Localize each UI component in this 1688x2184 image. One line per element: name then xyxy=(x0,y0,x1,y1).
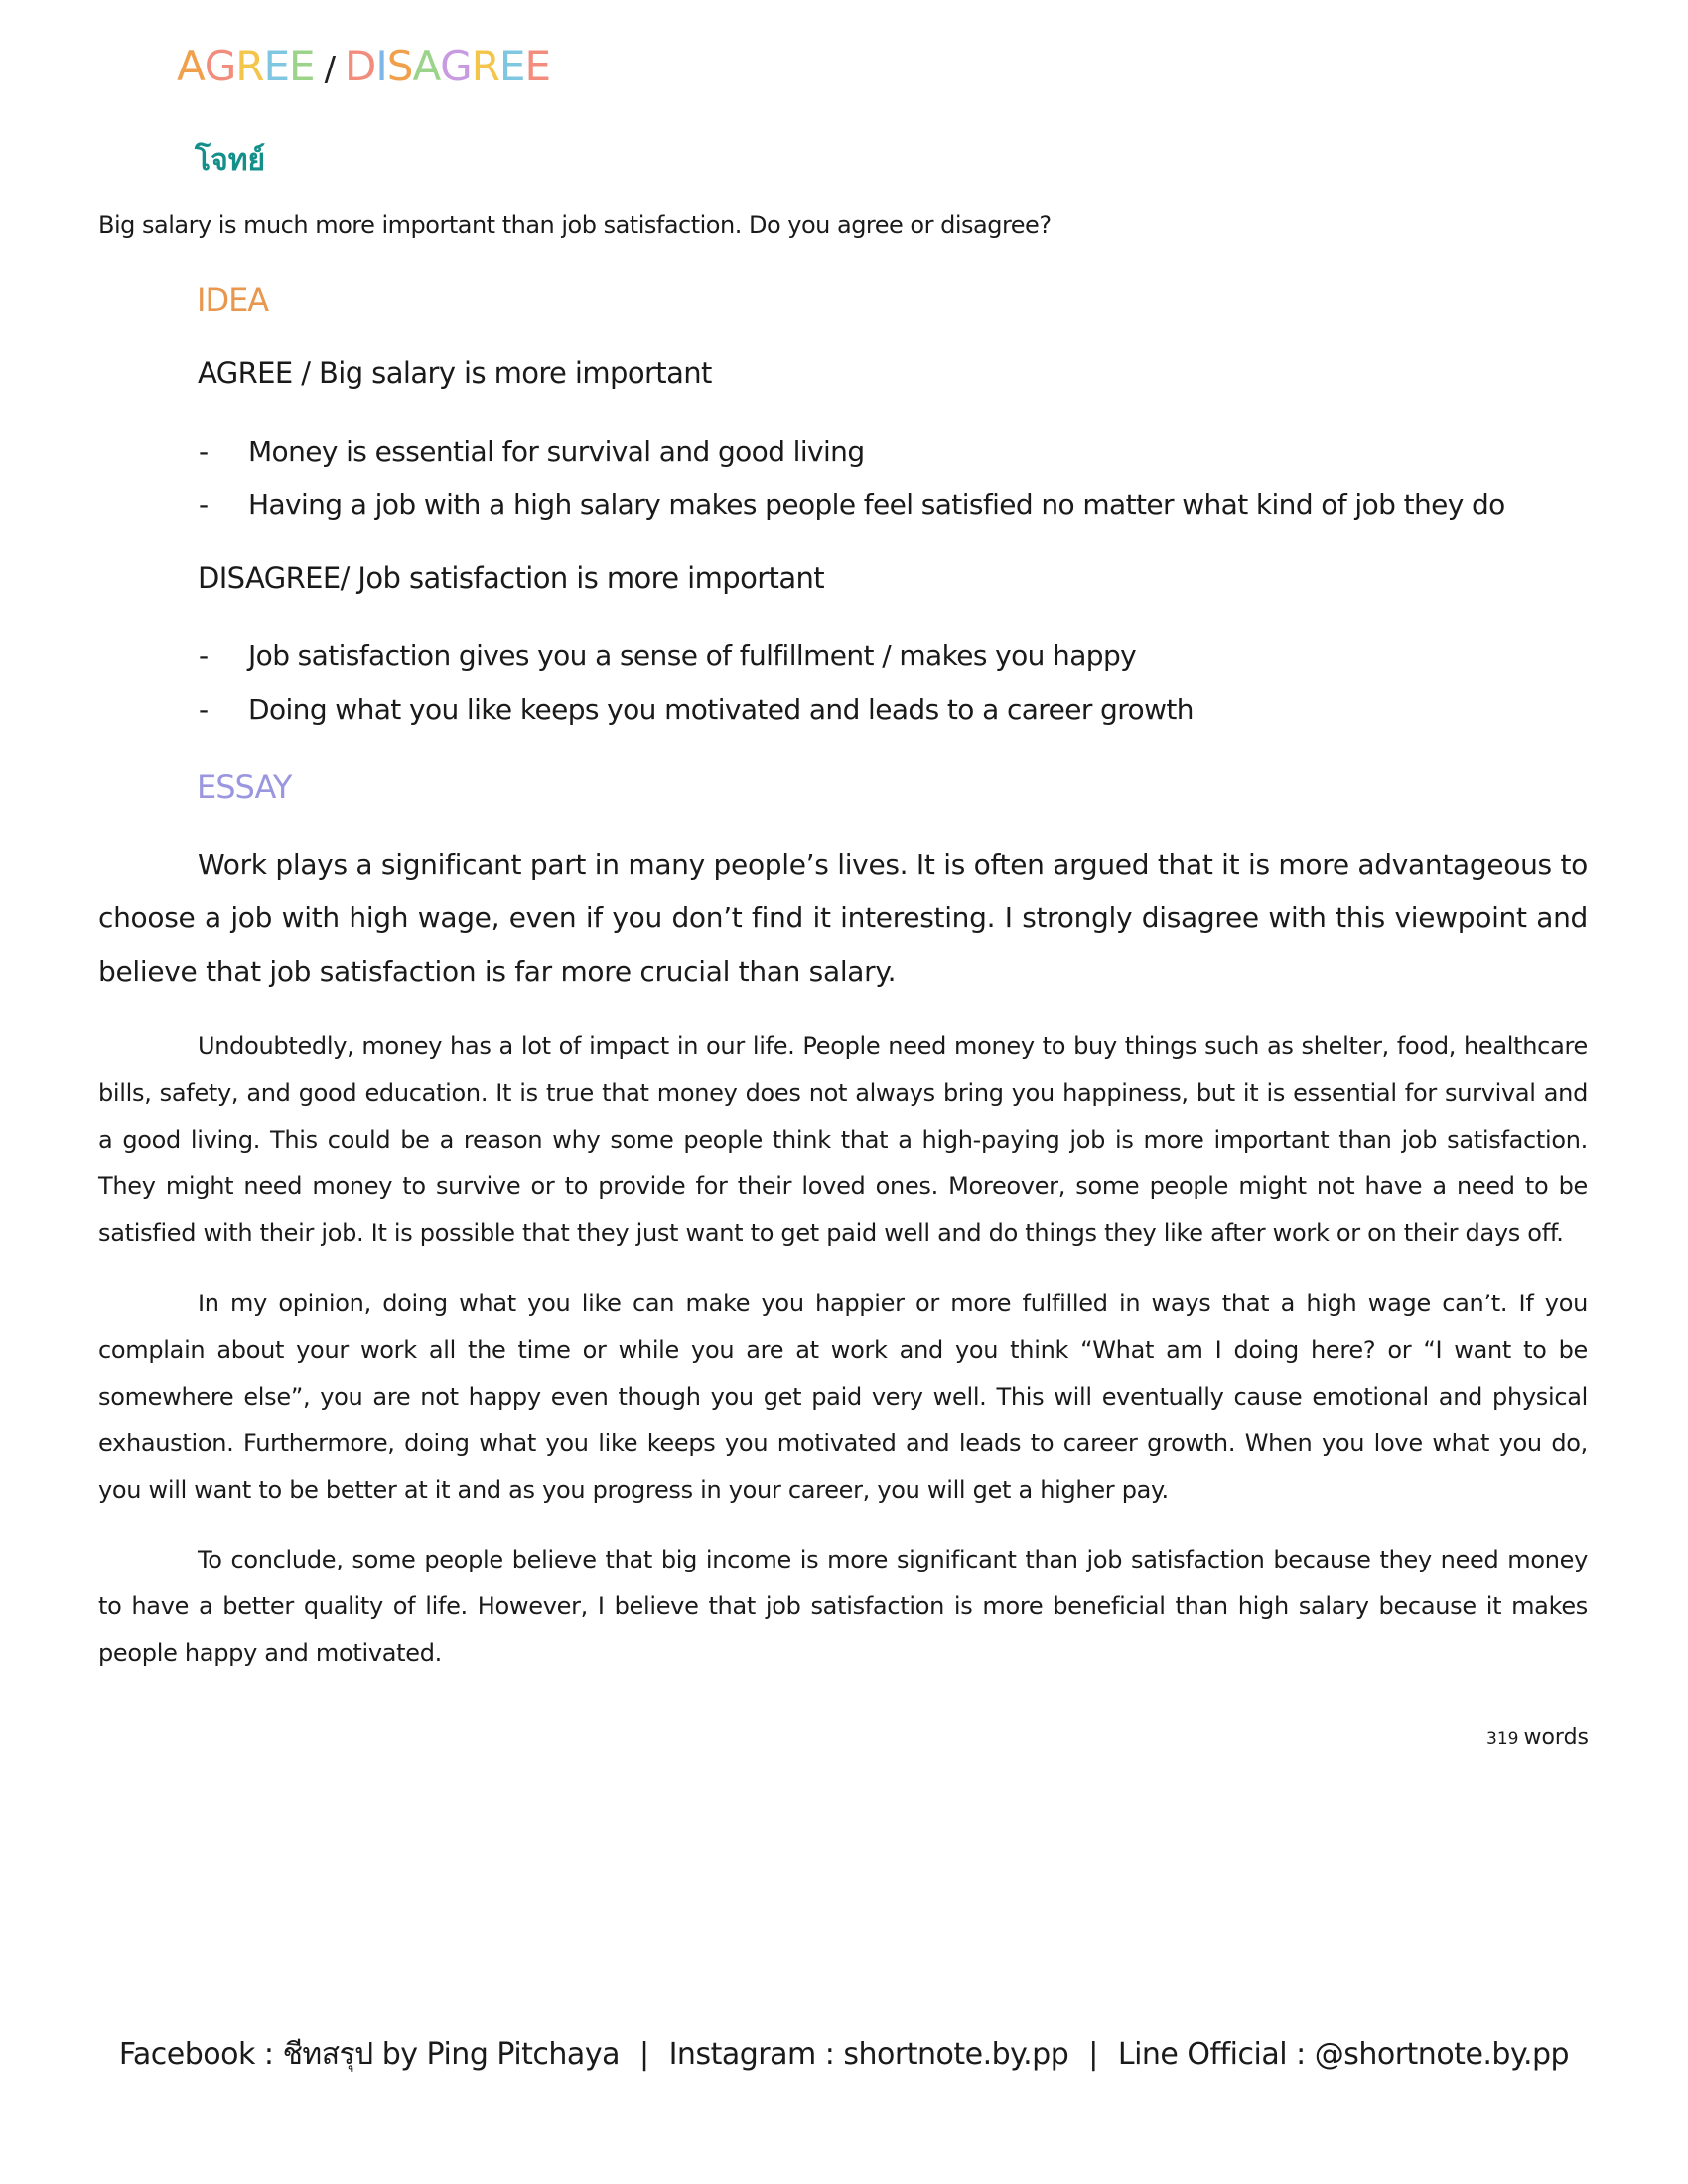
disagree-point-1: Job satisfaction gives you a sense of fulfillment / makes you happy xyxy=(248,639,1137,672)
footer-line: Line Official : @shortnote.by.pp xyxy=(1117,2037,1570,2072)
title-letter: D xyxy=(345,42,376,90)
bullet-dash: - xyxy=(199,435,209,468)
title-slash: / xyxy=(324,50,336,89)
word-count-number: 319 xyxy=(1486,1729,1519,1749)
title-letter: E xyxy=(498,42,525,90)
bullet-dash: - xyxy=(199,693,209,726)
agree-points xyxy=(199,435,1505,542)
bullet-dash: - xyxy=(199,488,209,521)
idea-heading: IDEA xyxy=(197,281,269,319)
title-letter: E xyxy=(524,42,550,90)
bullet-dash: - xyxy=(199,639,209,672)
prompt-question: Big salary is much more important than job satisfaction. Do you agree or disagree? xyxy=(98,211,1052,239)
agree-point-1: Money is essential for survival and good living xyxy=(248,435,865,468)
title-letter: E xyxy=(289,42,315,90)
disagree-point-2: Doing what you like keeps you motivated and leads to a career growth xyxy=(248,693,1194,726)
footer-separator: | xyxy=(1088,2037,1098,2072)
paragraph-text: In my opinion, doing what you like can make you happier or more fulfilled in ways that a high wage can’t. If you complain about your work all the time or while you are at work and you think “What am I doing here? or “I want to be somewhere else”, you are not happy even though you get paid very well. This will eventually cause emotional and physical exhaustion. Furthermore, doing what you like keeps you motivated and leads to career growth. When you love what you do, you will want to be better at it and as you progress in your career, you will get a higher pay. xyxy=(98,1290,1588,1504)
agree-point-2: Having a job with a high salary makes people feel satisfied no matter what kind of job they do xyxy=(248,488,1505,521)
disagree-heading: DISAGREE/ Job satisfaction is more important xyxy=(198,561,825,595)
title-letter: R xyxy=(235,42,264,90)
prompt-heading: โจทย์ xyxy=(195,143,266,178)
essay-paragraph-body-1 xyxy=(98,1024,1588,1257)
title-letter: A xyxy=(177,42,205,90)
title-letter: G xyxy=(440,42,472,90)
title-letter: S xyxy=(386,42,413,90)
disagree-points xyxy=(199,639,1194,747)
list-item xyxy=(199,488,1505,542)
title-letter: A xyxy=(412,42,441,90)
list-item xyxy=(199,639,1194,693)
title-letter: E xyxy=(263,42,290,90)
title-disagree xyxy=(345,42,550,90)
paragraph-text: Work plays a significant part in many people’s lives. It is often argued that it is more advantageous to choose a job with high wage, even if you don’t find it interesting. I strongly disagree with this viewpoint and believe that job satisfaction is far more crucial than salary. xyxy=(98,848,1588,988)
footer-instagram: Instagram : shortnote.by.pp xyxy=(668,2037,1069,2072)
word-count-label: words xyxy=(1523,1725,1589,1750)
page-title xyxy=(177,42,550,90)
agree-heading: AGREE / Big salary is more important xyxy=(198,356,712,390)
title-letter: R xyxy=(471,42,499,90)
footer-facebook: Facebook : ชีทสรุป by Ping Pitchaya xyxy=(118,2037,620,2072)
list-item xyxy=(199,435,1505,488)
essay-paragraph-conclusion xyxy=(98,1537,1588,1677)
essay-paragraph-intro xyxy=(98,838,1588,999)
list-item xyxy=(199,693,1194,747)
essay-heading: ESSAY xyxy=(197,768,292,806)
footer xyxy=(0,2031,1688,2078)
paragraph-text: Undoubtedly, money has a lot of impact in our life. People need money to buy things such as shelter, food, healthcare bills, safety, and good education. It is true that money does not always bring you happiness, but it is essential for survival and a good living. This could be a reason why some people think that a high-paying job is more important than job satisfaction. They might need money to survive or to provide for their loved ones. Moreover, some people might not have a need to be satisfied with their job. It is possible that they just want to get paid well and do things they like after work or on their days off. xyxy=(98,1032,1588,1247)
paragraph-text: To conclude, some people believe that big income is more significant than job satisfaction because they need money to have a better quality of life. However, I believe that job satisfaction is more beneficial than high salary because it makes people happy and motivated. xyxy=(98,1546,1588,1667)
word-count xyxy=(1486,1725,1589,1750)
footer-separator: | xyxy=(638,2037,649,2072)
title-agree xyxy=(177,42,315,90)
essay-paragraph-body-2 xyxy=(98,1281,1588,1514)
title-letter: G xyxy=(204,42,236,90)
title-letter: I xyxy=(375,42,387,90)
